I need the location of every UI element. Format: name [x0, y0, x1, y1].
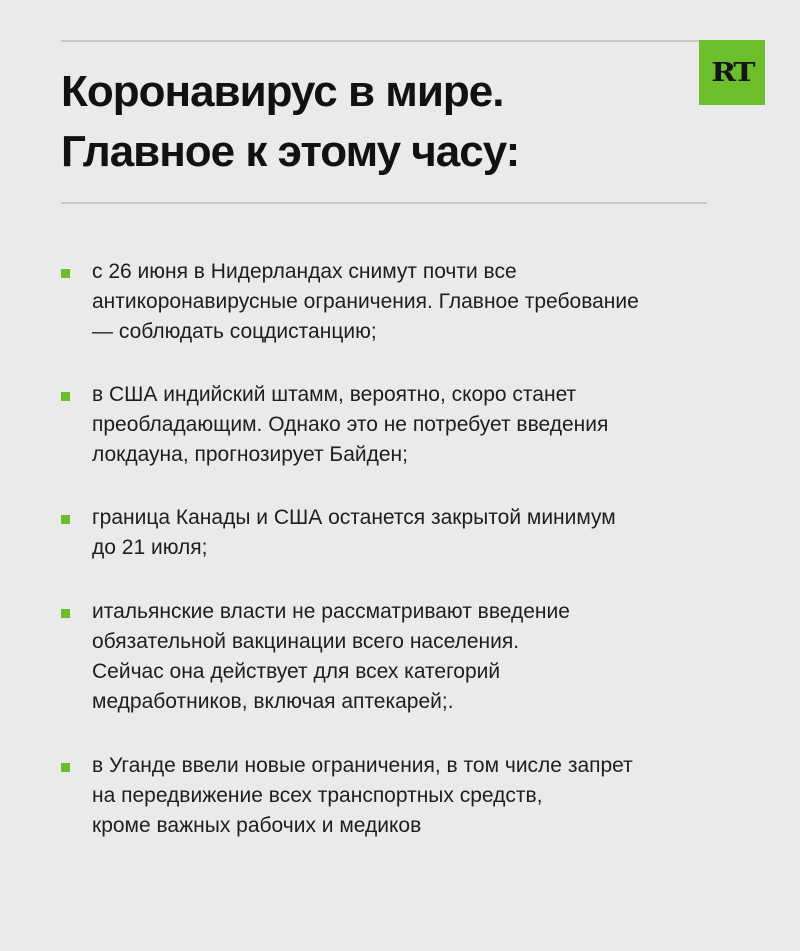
item-text-line: итальянские власти не рассматривают введение [92, 600, 570, 623]
rt-logo-text: RT [711, 57, 753, 88]
list-item [61, 751, 741, 841]
item-text-line: медработников, включая аптекарей;. [92, 690, 454, 713]
bullet-square-icon [61, 515, 70, 524]
title-line: Коронавирус в мире. [61, 67, 504, 116]
bullet-square-icon [61, 763, 70, 772]
item-text-line: на передвижение всех транспортных средств, [92, 784, 543, 807]
list-item [61, 597, 741, 717]
item-text-line: граница Канады и США останется закрытой минимум [92, 506, 616, 529]
item-text-line: в Уганде ввели новые ограничения, в том числе запрет [92, 754, 633, 777]
news-list [61, 257, 741, 874]
page-title [61, 62, 661, 182]
list-item [61, 380, 741, 470]
bottom-divider [61, 202, 707, 204]
item-text-line: — соблюдать соцдистанцию; [92, 320, 377, 343]
item-text-line: антикоронавирусные ограничения. Главное требование [92, 290, 639, 313]
bullet-square-icon [61, 269, 70, 278]
item-text-line: кроме важных рабочих и медиков [92, 814, 422, 837]
top-divider [61, 40, 707, 42]
rt-logo [699, 40, 765, 105]
item-text-line: Сейчас она действует для всех категорий [92, 660, 501, 683]
list-item [61, 257, 741, 347]
list-item [61, 503, 741, 563]
item-text-line: в США индийский штамм, вероятно, скоро станет [92, 383, 577, 406]
item-text-line: с 26 июня в Нидерландах снимут почти все [92, 260, 517, 283]
item-text-line: преобладающим. Однако это не потребует введения [92, 413, 609, 436]
item-text-line: обязательной вакцинации всего населения. [92, 630, 520, 653]
item-text-line: до 21 июля; [92, 536, 208, 559]
title-line: Главное к этому часу: [61, 127, 520, 176]
item-text-line: локдауна, прогнозирует Байден; [92, 443, 408, 466]
bullet-square-icon [61, 392, 70, 401]
bullet-square-icon [61, 609, 70, 618]
